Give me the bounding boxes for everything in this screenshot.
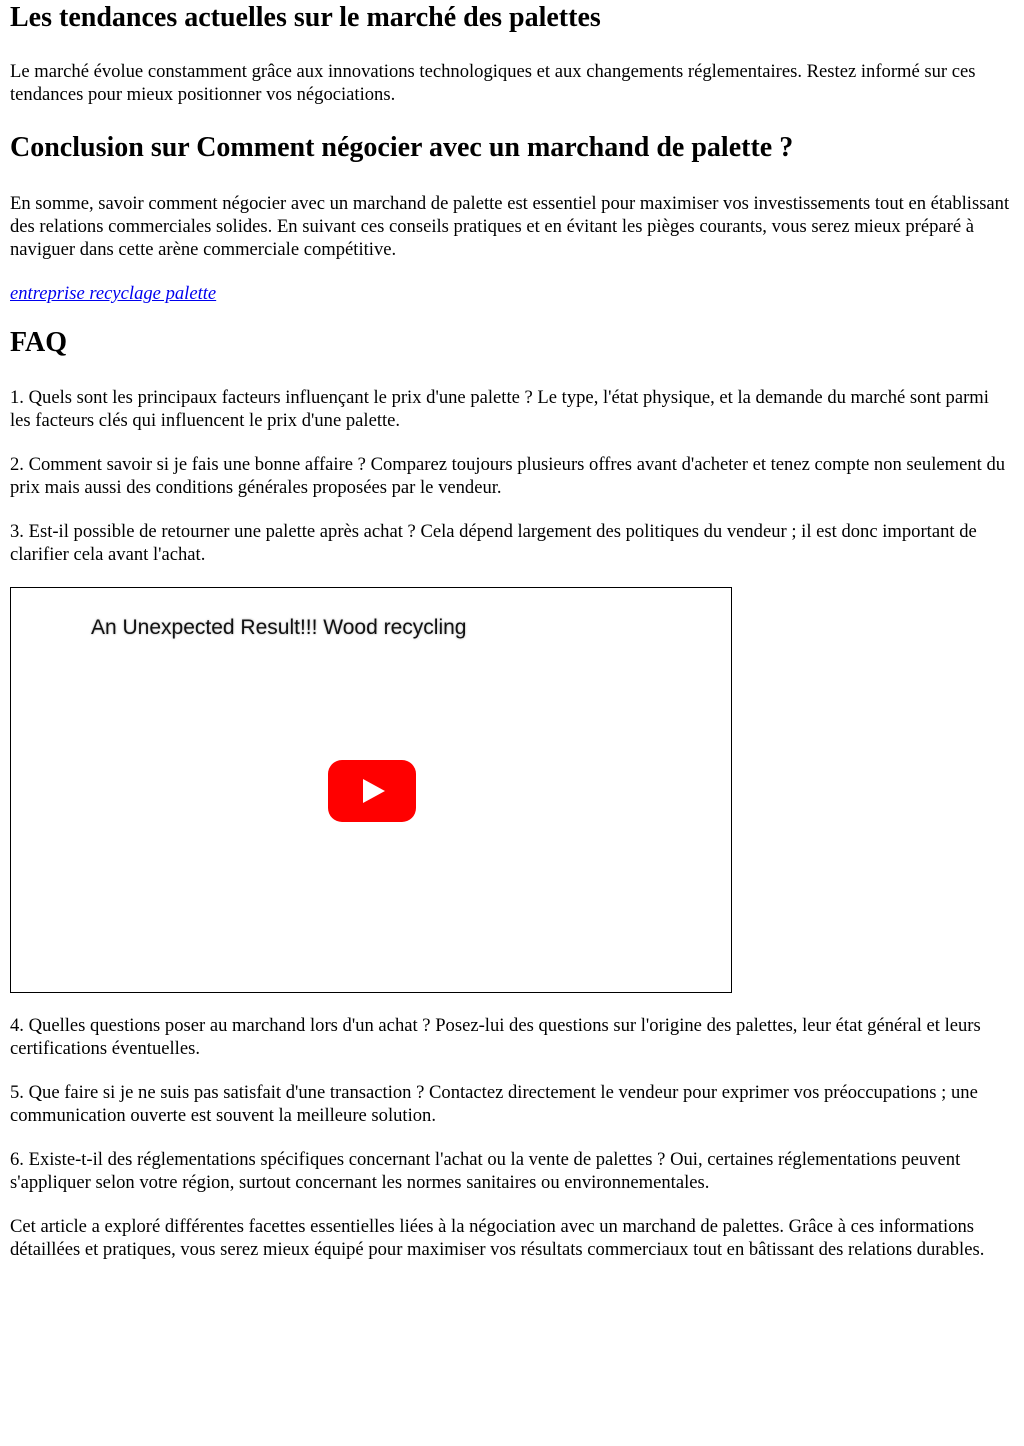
faq-heading: FAQ [10,327,68,358]
trends-paragraph: Le marché évolue constamment grâce aux innovations technologiques et aux changements réglementaires. Restez informé sur ces tendances pour mieux positionner vos négociations. [10,61,976,105]
trends-heading: Les tendances actuelles sur le marché des palettes [10,2,601,33]
faq-item: 1. Quels sont les principaux facteurs influençant le prix d'une palette ? Le type, l'état physique, et la demande du marché sont parmi les facteurs clés qui influencent le prix d'une palette. [10,387,989,431]
faq-item: 3. Est-il possible de retourner une palette après achat ? Cela dépend largement des politiques du vendeur ; il est donc important de clarifier cela avant l'achat. [10,521,977,565]
article-content [10,0,1014,1261]
conclusion-paragraph: En somme, savoir comment négocier avec un marchand de palette est essentiel pour maximiser vos investissements tout en établissant des relations commerciales solides. En suivant ces conseils pratiques et en évitant les pièges courants, vous serez mieux préparé à naviguer dans cette arène commerciale compétitive. [10,193,1010,260]
faq-item: 6. Existe-t-il des réglementations spécifiques concernant l'achat ou la vente de palettes ? Oui, certaines réglementations peuvent s'appliquer selon votre région, surtout concernant les normes sanitaires ou environnementales. [10,1149,961,1193]
video-title[interactable]: An Unexpected Result!!! Wood recycling [91,616,467,639]
faq-item: 4. Quelles questions poser au marchand lors d'un achat ? Posez-lui des questions sur l'origine des palettes, leur état général et leurs certifications éventuelles. [10,1015,981,1059]
recycling-company-link[interactable]: entreprise recyclage palette [10,283,217,304]
faq-item: 5. Que faire si je ne suis pas satisfait d'une transaction ? Contactez directement le vendeur pour exprimer vos préoccupations ; une communication ouverte est souvent la meilleure solution. [10,1082,978,1126]
final-paragraph: Cet article a exploré différentes facettes essentielles liées à la négociation avec un marchand de palettes. Grâce à ces informations détaillées et pratiques, vous serez mieux équipé pour maximiser vos résultats commerciaux tout en bâtissant des relations durables. [10,1216,985,1260]
link-paragraph [10,282,1014,305]
conclusion-heading: Conclusion sur Comment négocier avec un marchand de palette ? [10,132,794,163]
embedded-video[interactable] [10,587,732,993]
faq-item: 2. Comment savoir si je fais une bonne affaire ? Comparez toujours plusieurs offres avant d'acheter et tenez compte non seulement du prix mais aussi des conditions générales proposées par le vendeur. [10,454,1006,498]
youtube-play-icon[interactable] [328,760,416,822]
